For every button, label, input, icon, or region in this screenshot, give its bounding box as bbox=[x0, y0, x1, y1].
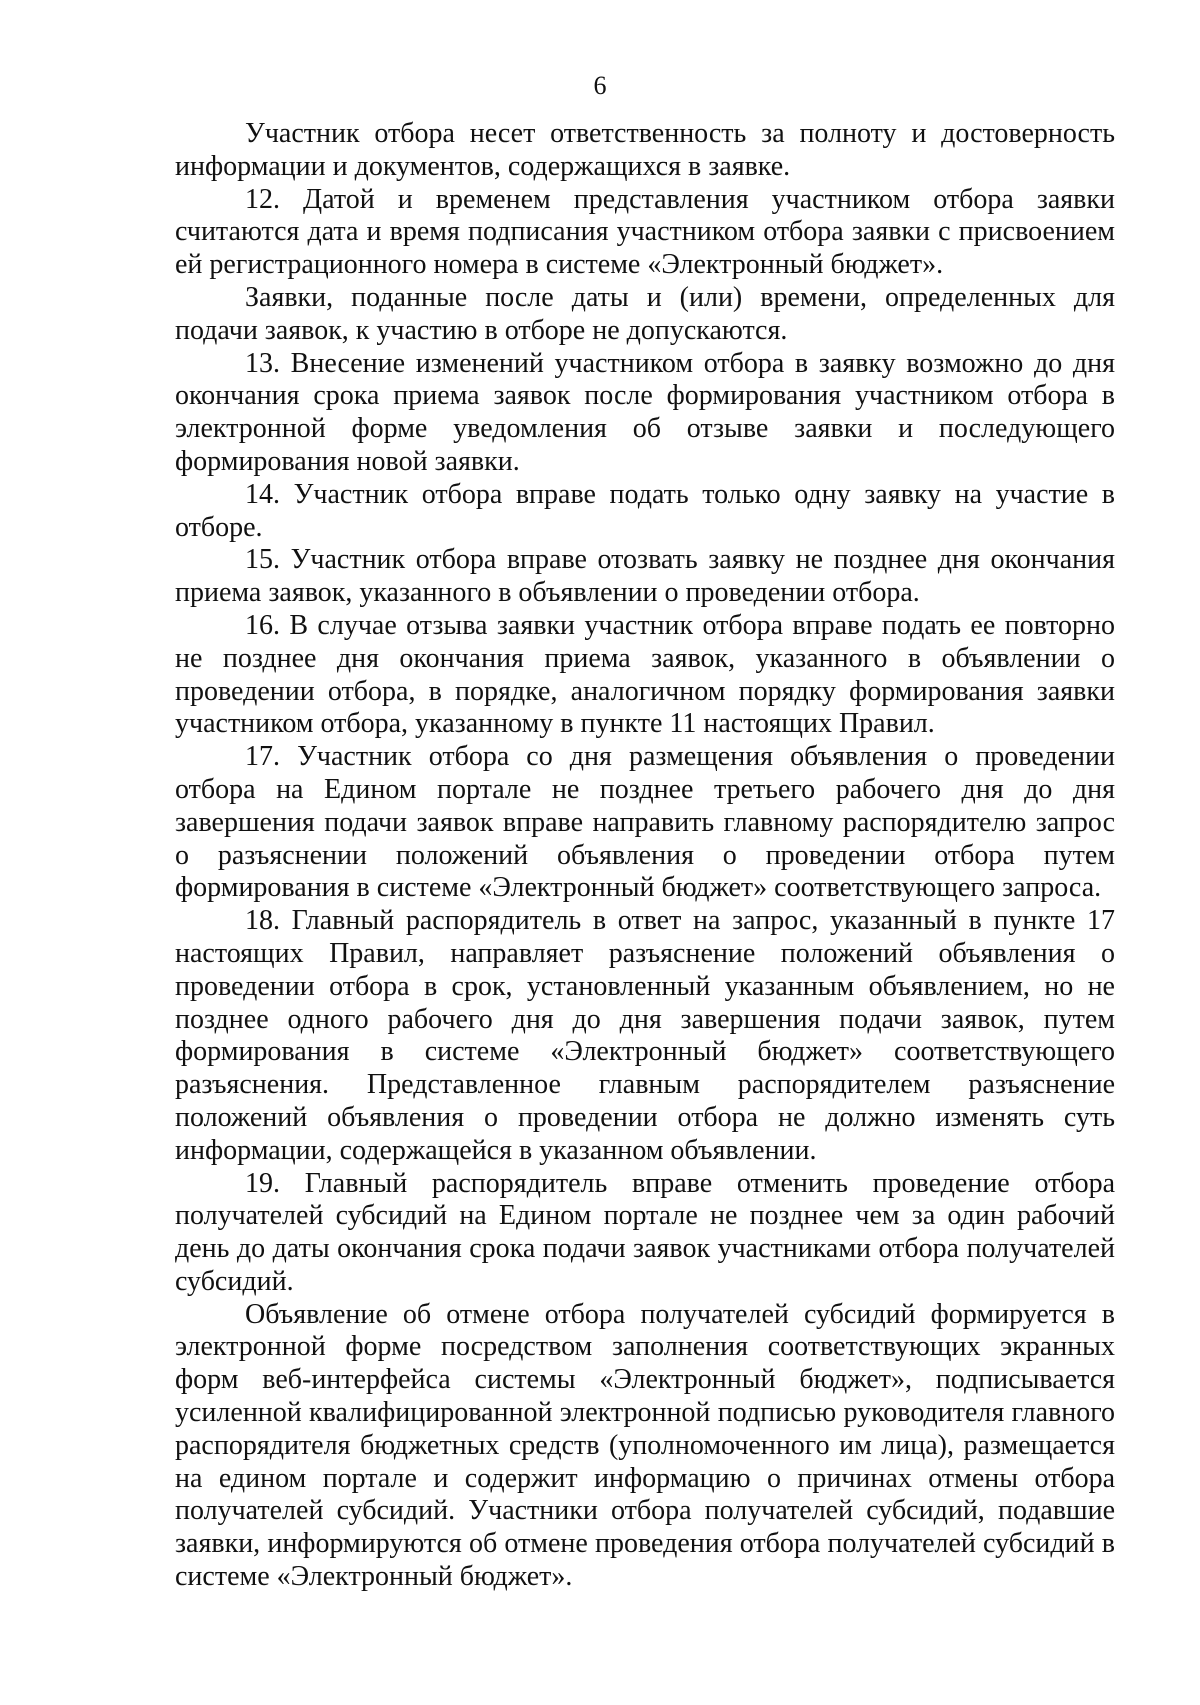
paragraph: Заявки, поданные после даты и (или) времени, определенных для подачи заявок, к участию в отборе не допускаются. bbox=[175, 281, 1115, 346]
paragraph: 19. Главный распорядитель вправе отменить проведение отбора получателей субсидий на Едином портале не позднее чем за один рабочий день до даты окончания срока подачи заявок участниками отбора получателей субсидий. bbox=[175, 1167, 1115, 1297]
page-number: 6 bbox=[593, 71, 607, 100]
paragraph: 15. Участник отбора вправе отозвать заявку не позднее дня окончания приема заявок, указанного в объявлении о проведении отбора. bbox=[175, 544, 1115, 609]
paragraph: 12. Датой и временем представления участником отбора заявки считаются дата и время подписания участником отбора заявки с присвоением ей регистрационного номера в системе «Электронный бюджет». bbox=[175, 183, 1115, 281]
paragraph: 18. Главный распорядитель в ответ на запрос, указанный в пункте 17 настоящих Правил, направляет разъяснение положений объявления о проведении отбора в срок, установленный указанным объявлением, но не позднее одного рабочего дня до дня завершения подачи заявок, путем формирования в системе «Электронный бюджет» соответствующего разъяснения. Представленное главным распорядителем разъяснение положений объявления о проведении отбора не должно изменять суть информации, содержащейся в указанном объявлении. bbox=[175, 905, 1115, 1166]
paragraph: 13. Внесение изменений участником отбора в заявку возможно до дня окончания срока приема заявок после формирования участником отбора в электронной форме уведомления об отзыве заявки и последующего формирования новой заявки. bbox=[175, 347, 1115, 477]
paragraph: 17. Участник отбора со дня размещения объявления о проведении отбора на Едином портале не позднее третьего рабочего дня до дня завершения подачи заявок вправе направить главному распорядителю запрос о разъяснении положений объявления о проведении отбора путем формирования в системе «Электронный бюджет» соответствующего запроса. bbox=[175, 741, 1115, 904]
paragraph: Объявление об отмене отбора получателей субсидий формируется в электронной форме посредством заполнения соответствующих экранных форм веб-интерфейса системы «Электронный бюджет», подписывается усиленной квалифицированной электронной подписью руководителя главного распорядителя бюджетных средств (уполномоченного им лица), размещается на едином портале и содержит информацию о причинах отмены отбора получателей субсидий. Участники отбора получателей субсидий, подавшие заявки, информируются об отмене проведения отбора получателей субсидий в системе «Электронный бюджет». bbox=[175, 1298, 1115, 1593]
document-body bbox=[175, 118, 1115, 1594]
paragraph: Участник отбора несет ответственность за полноту и достоверность информации и документов, содержащихся в заявке. bbox=[175, 118, 1115, 182]
paragraph: 14. Участник отбора вправе подать только одну заявку на участие в отборе. bbox=[175, 478, 1115, 543]
paragraph: 16. В случае отзыва заявки участник отбора вправе подать ее повторно не позднее дня окончания приема заявок, указанного в объявлении о проведении отбора, в порядке, аналогичном порядку формирования заявки участником отбора, указанному в пункте 11 настоящих Правил. bbox=[175, 609, 1115, 740]
